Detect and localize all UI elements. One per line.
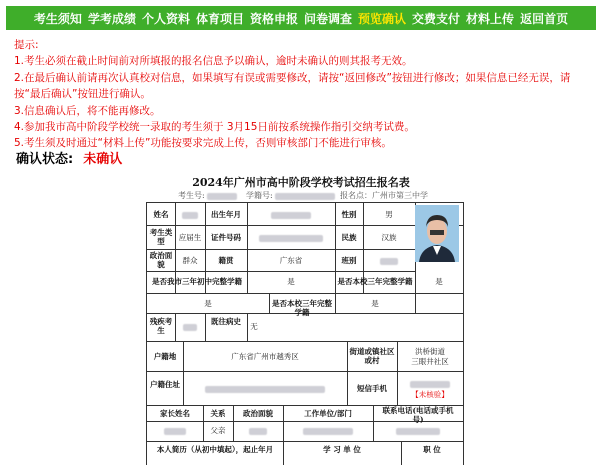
label-id-no: 证件号码 [211, 233, 241, 242]
nav-item-10[interactable]: 返回首页 [520, 11, 569, 26]
tip-line-3: 3.信息确认后，将不能再修改。 [14, 104, 161, 117]
tip-line-5: 5.考生须及时通过“材料上传”功能按要求完成上传，否则审核部门不能进行审核。 [14, 137, 392, 150]
nav-item-6[interactable]: 问卷调查 [304, 11, 353, 26]
nav-item-3[interactable]: 个人资料 [141, 11, 190, 26]
value-relation: 父亲 [210, 426, 226, 435]
label-disabled: 残疾考生 [149, 317, 173, 335]
nav-item-8[interactable]: 交费支付 [412, 11, 461, 26]
confirm-status-label: 确认状态: [16, 152, 74, 167]
label-contact: 联系电话(电话或手机号) [382, 406, 454, 424]
label-three-years: 是否我市三年初中完整学籍 [152, 277, 242, 286]
value-household-addr [183, 384, 347, 393]
registration-site: 报名点：广州市第三中学 [340, 191, 428, 200]
value-id-no [247, 233, 335, 242]
tips-panel [14, 37, 598, 152]
nav-item-5[interactable]: 资格申报 [249, 11, 298, 26]
value-ethnicity: 汉族 [381, 233, 397, 242]
label-relation: 关系 [210, 409, 226, 418]
label-category: 考生类型 [149, 228, 173, 246]
confirm-status [16, 148, 122, 167]
top-nav [6, 6, 596, 30]
value-name [175, 210, 205, 219]
label-ethnicity: 民族 [341, 233, 357, 242]
label-this-school-2: 是否本校三年完整学籍 [272, 299, 332, 317]
label-parent-politics: 政治面貌 [243, 409, 273, 418]
value-street: 洪桥街道 [415, 347, 445, 356]
label-resume: 本人简历（从初中填起），起止年月 [156, 445, 274, 454]
label-this-school: 是否本校三年完整学籍 [337, 277, 413, 286]
nav-item-4[interactable]: 体育项目 [195, 11, 244, 26]
value-community: 三眼井社区 [411, 357, 449, 366]
nav-item-9[interactable]: 材料上传 [466, 11, 515, 26]
confirm-status-value: 未确认 [83, 152, 123, 167]
phone-status-badge: 【未核验】 [411, 390, 449, 399]
value-gender: 男 [385, 210, 393, 219]
form-title: 2024年广州市高中阶段学校考试招生报名表 [192, 176, 410, 189]
label-gender: 性别 [341, 210, 357, 219]
value-contact [373, 426, 463, 435]
nav-item-1[interactable]: 考生须知 [33, 11, 82, 26]
label-history: 既往病史 [211, 317, 241, 326]
tip-line-2-cont: 按“最后确认”按钮进行确认。 [14, 88, 151, 101]
nav-item-2[interactable]: 学考成绩 [87, 11, 136, 26]
label-dob: 出生年月 [211, 210, 241, 219]
tip-line-1: 1.考生必须在截止时间前对所填报的报名信息予以确认，逾时未确认的则其报考无效。 [14, 55, 413, 68]
tip-line-4: 4.参加我市高中阶段学校统一录取的考生须于 3月15日前按系统操作指引交纳考试费。 [14, 121, 415, 134]
label-name: 姓名 [153, 210, 169, 219]
value-this-school: 是 [435, 277, 443, 286]
value-work-unit [283, 426, 373, 435]
value-this-school-2: 是 [371, 299, 379, 308]
value-three-years: 是 [287, 277, 295, 286]
label-origin: 籍贯 [218, 256, 234, 265]
label-street: 街道或镇社区或村 [349, 347, 395, 365]
label-parent-name: 家长姓名 [160, 409, 190, 418]
value-parent-politics [233, 426, 283, 435]
label-phone: 短信手机 [357, 384, 387, 393]
value-category: 应届生 [178, 233, 202, 242]
value-parent-name [147, 426, 203, 435]
value-household: 广东省广州市越秀区 [231, 352, 299, 361]
tip-line-2: 2.在最后确认前请再次认真校对信息，如果填写有误或需要修改，请按“返回修改”按钮进行修改；如果信息已经无误，请 [14, 71, 571, 84]
value-three-years-2: 是 [204, 299, 212, 308]
label-work-unit: 工作单位/部门 [304, 409, 352, 418]
label-class: 班别 [341, 256, 357, 265]
value-history: 无 [250, 322, 258, 331]
candidate-no: 考生号: [178, 190, 237, 201]
student-no: 学籍号: [246, 190, 335, 201]
label-household-addr: 户籍住址 [150, 380, 180, 389]
value-politics: 群众 [182, 256, 198, 265]
label-household: 户籍地 [153, 352, 177, 361]
label-politics: 政治面貌 [149, 251, 173, 269]
value-disabled [175, 322, 205, 331]
nav-item-7[interactable]: 预览确认 [358, 11, 407, 26]
value-origin: 广东省 [279, 256, 303, 265]
value-dob [247, 210, 335, 219]
value-class [363, 256, 415, 265]
label-position: 职 位 [423, 445, 441, 454]
tips-title: 提示: [14, 39, 39, 51]
value-phone [397, 379, 463, 388]
label-school: 学 习 单 位 [323, 445, 361, 454]
candidate-photo [415, 205, 459, 262]
